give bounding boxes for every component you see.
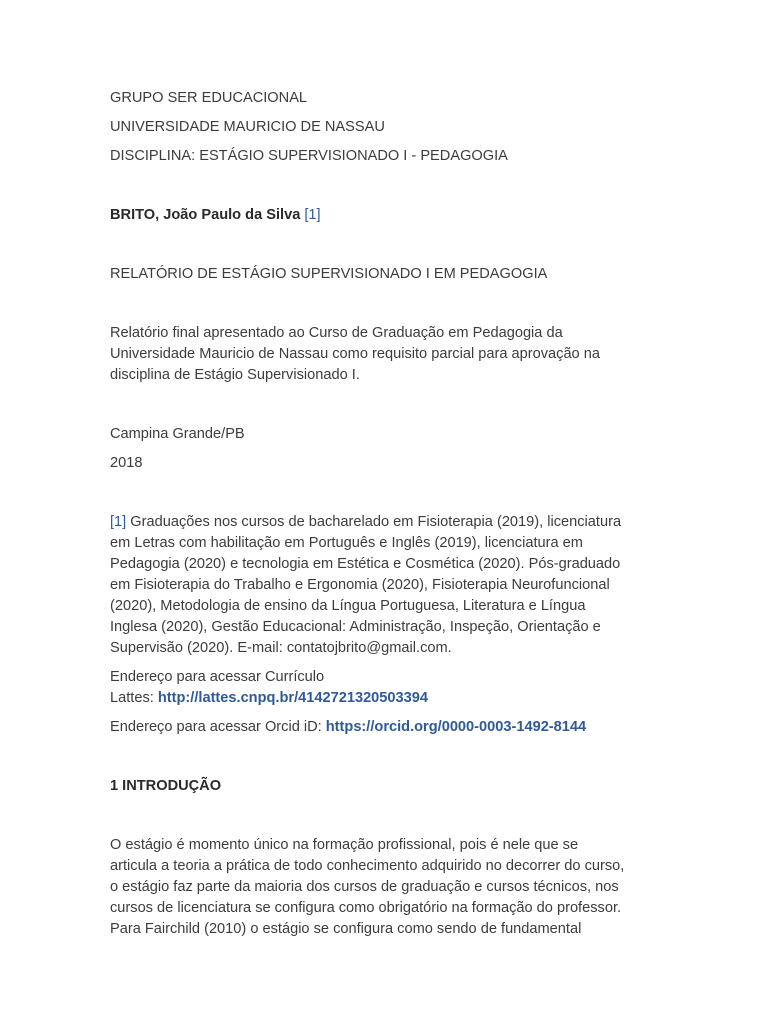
footnote-line: em Letras com habilitação em Português e Inglês (2019), licenciatura em <box>110 535 583 551</box>
abstract-paragraph <box>110 323 670 386</box>
curriculum-label: Endereço para acessar Currículo <box>110 669 325 685</box>
footnote-marker-link[interactable]: [1] <box>110 514 127 530</box>
abstract-line: disciplina de Estágio Supervisionado I. <box>110 367 360 383</box>
footnote-line: Pedagogia (2020) e tecnologia em Estética e Cosmética (2020). Pós-graduado <box>110 556 621 572</box>
intro-line: Para Fairchild (2010) o estágio se configura como sendo de fundamental <box>110 921 582 937</box>
footnote-line: [1] Graduações nos cursos de bacharelado em Fisioterapia (2019), licenciatura <box>110 514 622 530</box>
intro-line: O estágio é momento único na formação profissional, pois é nele que se <box>110 837 579 853</box>
institution-group: GRUPO SER EDUCACIONAL <box>110 90 308 106</box>
orcid-link[interactable]: https://orcid.org/0000-0003-1492-8144 <box>325 719 587 735</box>
section-heading-introduction: 1 INTRODUÇÃO <box>110 778 222 794</box>
curriculum-paragraph <box>110 667 670 709</box>
footnote-line: em Fisioterapia do Trabalho e Ergonomia (2020), Fisioterapia Neurofuncional <box>110 577 610 593</box>
author-name: BRITO, João Paulo da Silva <box>110 207 301 223</box>
discipline-line: DISCIPLINA: ESTÁGIO SUPERVISIONADO I - PEDAGOGIA <box>110 148 508 164</box>
footnote-line: Supervisão (2020). E-mail: contatojbrito@gmail.com. <box>110 640 452 656</box>
abstract-line: Relatório final apresentado ao Curso de Graduação em Pedagogia da <box>110 325 563 341</box>
footnote-paragraph <box>110 512 670 659</box>
footnote-line: (2020), Metodologia de ensino da Língua Portuguesa, Literatura e Língua <box>110 598 586 614</box>
introduction-paragraph <box>110 835 670 940</box>
orcid-label: Endereço para acessar Orcid iD: <box>110 719 326 735</box>
intro-line: o estágio faz parte da maioria dos cursos de graduação e cursos técnicos, nos <box>110 879 619 895</box>
place: Campina Grande/PB <box>110 426 245 442</box>
document-page <box>110 88 670 940</box>
footnote-ref-link[interactable]: [1] <box>304 207 321 223</box>
abstract-line: Universidade Mauricio de Nassau como requisito parcial para aprovação na <box>110 346 600 362</box>
intro-line: articula a teoria a prática de todo conhecimento adquirido no decorrer do curso, <box>110 858 625 874</box>
curriculum-link-line: Lattes: http://lattes.cnpq.br/4142721320503394 <box>110 690 428 706</box>
year: 2018 <box>110 455 143 471</box>
author-line <box>110 205 670 226</box>
orcid-paragraph <box>110 717 670 738</box>
report-title: RELATÓRIO DE ESTÁGIO SUPERVISIONADO I EM PEDAGOGIA <box>110 266 548 282</box>
footnote-line: Inglesa (2020), Gestão Educacional: Administração, Inspeção, Orientação e <box>110 619 601 635</box>
institution-university: UNIVERSIDADE MAURICIO DE NASSAU <box>110 119 385 135</box>
intro-line: cursos de licenciatura se configura como obrigatório na formação do professor. <box>110 900 622 916</box>
lattes-link[interactable]: http://lattes.cnpq.br/4142721320503394 <box>157 690 428 706</box>
